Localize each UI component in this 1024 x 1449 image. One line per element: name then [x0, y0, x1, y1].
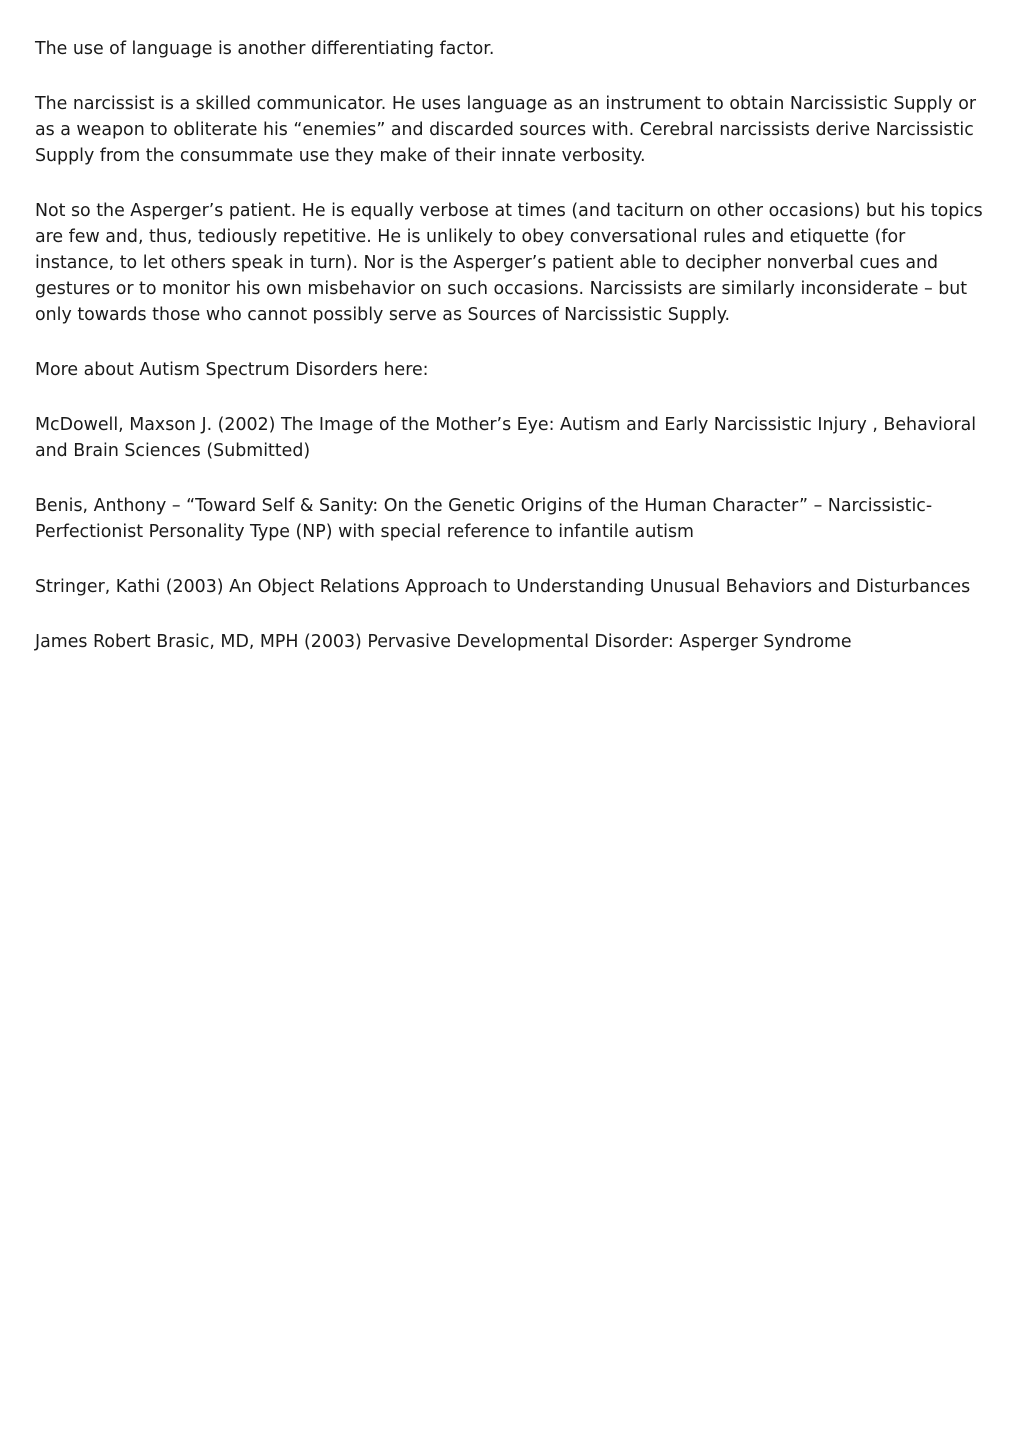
paragraph-more-about: More about Autism Spectrum Disorders here:	[35, 360, 429, 380]
paragraph-asperger: Not so the Asperger’s patient. He is equally verbose at times (and taciturn on other occasions) but his topics are few and, thus, tediously repetitive. He is unlikely to obey conversational rules and etiquette (for instance, to let others speak in turn). Nor is the Asperger’s patient able to decipher nonverbal cues and gestures or to monitor his own misbehavior on such occasions. Narcissists are similarly inconsiderate – but only towards those who cannot possibly serve as Sources of Narcissistic Supply.	[35, 201, 983, 325]
paragraph-intro: The use of language is another differentiating factor.	[35, 39, 495, 59]
paragraph-narcissist: The narcissist is a skilled communicator. He uses language as an instrument to obtain Narcissistic Supply or as a weapon to obliterate his “enemies” and discarded sources with. Cerebral narcissists derive Narcissistic Supply from the consummate use they make of their innate verbosity.	[35, 94, 977, 166]
reference-brasic: James Robert Brasic, MD, MPH (2003) Pervasive Developmental Disorder: Asperger Syndrome	[35, 632, 852, 652]
reference-benis: Benis, Anthony – “Toward Self & Sanity: On the Genetic Origins of the Human Character” – Narcissistic-Perfectionist Personality Type (NP) with special reference to infantile autism	[35, 496, 933, 542]
reference-stringer: Stringer, Kathi (2003) An Object Relations Approach to Understanding Unusual Behaviors and Disturbances	[35, 577, 971, 597]
reference-mcdowell: McDowell, Maxson J. (2002) The Image of the Mother’s Eye: Autism and Early Narcissistic Injury , Behavioral and Brain Sciences (Submitted)	[35, 415, 977, 461]
